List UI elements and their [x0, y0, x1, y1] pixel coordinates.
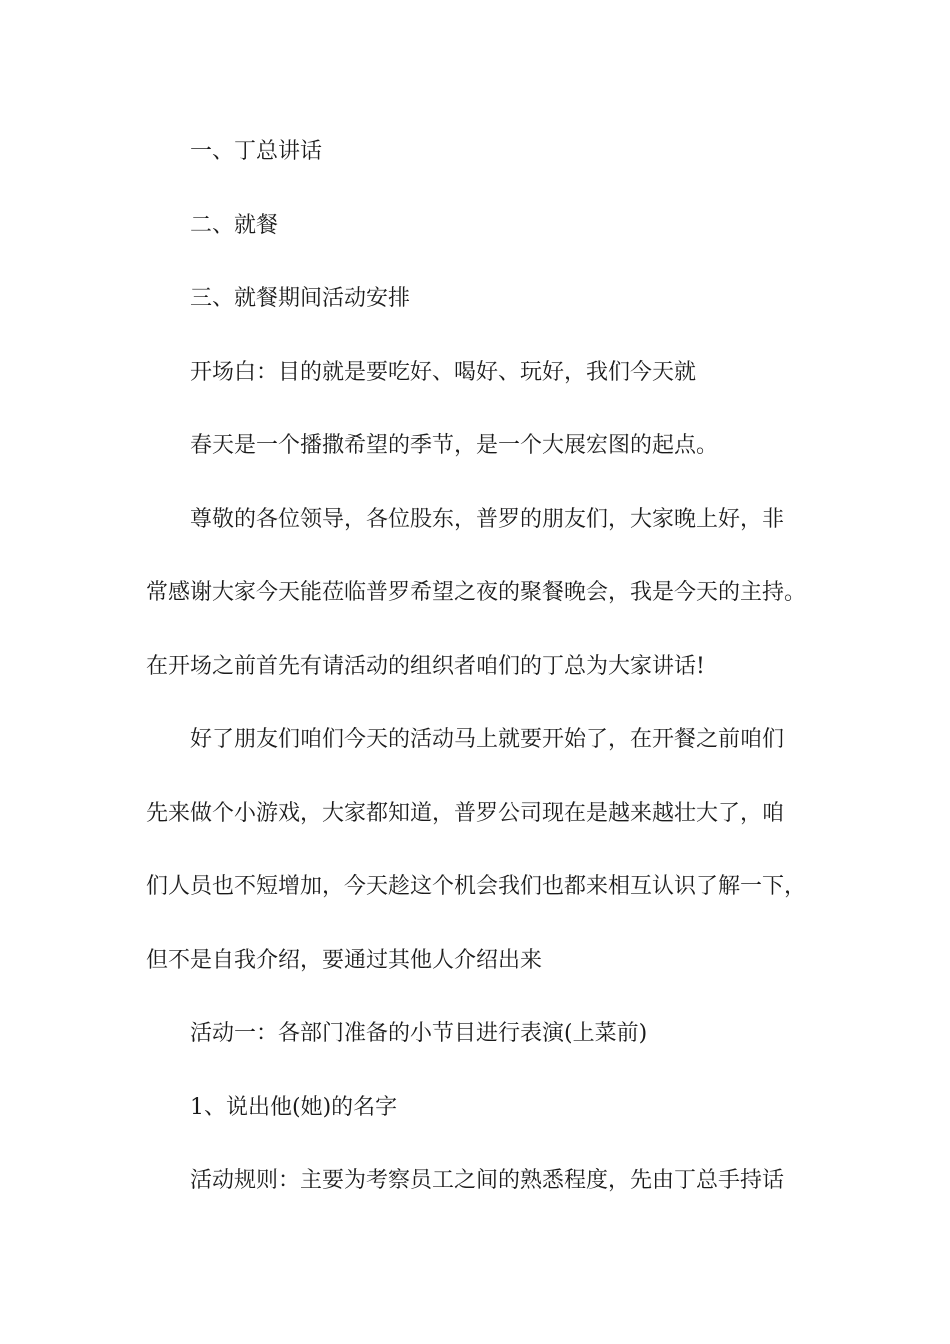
paragraph-line: 但不是自我介绍，要通过其他人介绍出来: [146, 947, 543, 973]
paragraph-4: [146, 354, 811, 391]
paragraph-1: [146, 133, 811, 170]
paragraph-6: [146, 501, 811, 685]
paragraph-line: 好了朋友们咱们今天的活动马上就要开始了，在开餐之前咱们: [190, 727, 785, 752]
paragraph-line: 活动规则：主要为考察员工之间的熟悉程度，先由丁总手持话: [190, 1168, 785, 1193]
paragraph-line: 三、就餐期间活动安排: [190, 286, 411, 311]
paragraph-line: 春天是一个播撒希望的季节，是一个大展宏图的起点。: [190, 433, 719, 458]
paragraph-3: [146, 280, 811, 317]
paragraph-7: [146, 721, 811, 979]
paragraph-line: 一、丁总讲话: [190, 139, 323, 164]
paragraph-2: [146, 207, 811, 244]
paragraph-5: [146, 427, 811, 464]
paragraph-line: 活动一：各部门准备的小节目进行表演(上菜前): [190, 1021, 648, 1046]
paragraph-line: 先来做个小游戏，大家都知道，普罗公司现在是越来越壮大了，咱: [146, 800, 785, 826]
paragraph-line: 开场白：目的就是要吃好、喝好、玩好，我们今天就: [190, 359, 697, 385]
paragraph-line: 们人员也不短增加，今天趁这个机会我们也都来相互认识了解一下，: [146, 874, 807, 899]
paragraph-line: 常感谢大家今天能莅临普罗希望之夜的聚餐晚会，我是今天的主持。: [146, 580, 807, 605]
paragraph-10: [146, 1162, 811, 1199]
paragraph-line: 在开场之前首先有请活动的组织者咱们的丁总为大家讲话!: [146, 653, 705, 679]
paragraph-9: [146, 1089, 811, 1126]
paragraph-line: 二、就餐: [190, 212, 279, 238]
document-body: [146, 133, 811, 1236]
paragraph-8: [146, 1015, 811, 1052]
paragraph-line: 尊敬的各位领导，各位股东，普罗的朋友们，大家晚上好，非: [190, 506, 785, 532]
paragraph-line: 1、说出他(她)的名字: [190, 1094, 398, 1120]
